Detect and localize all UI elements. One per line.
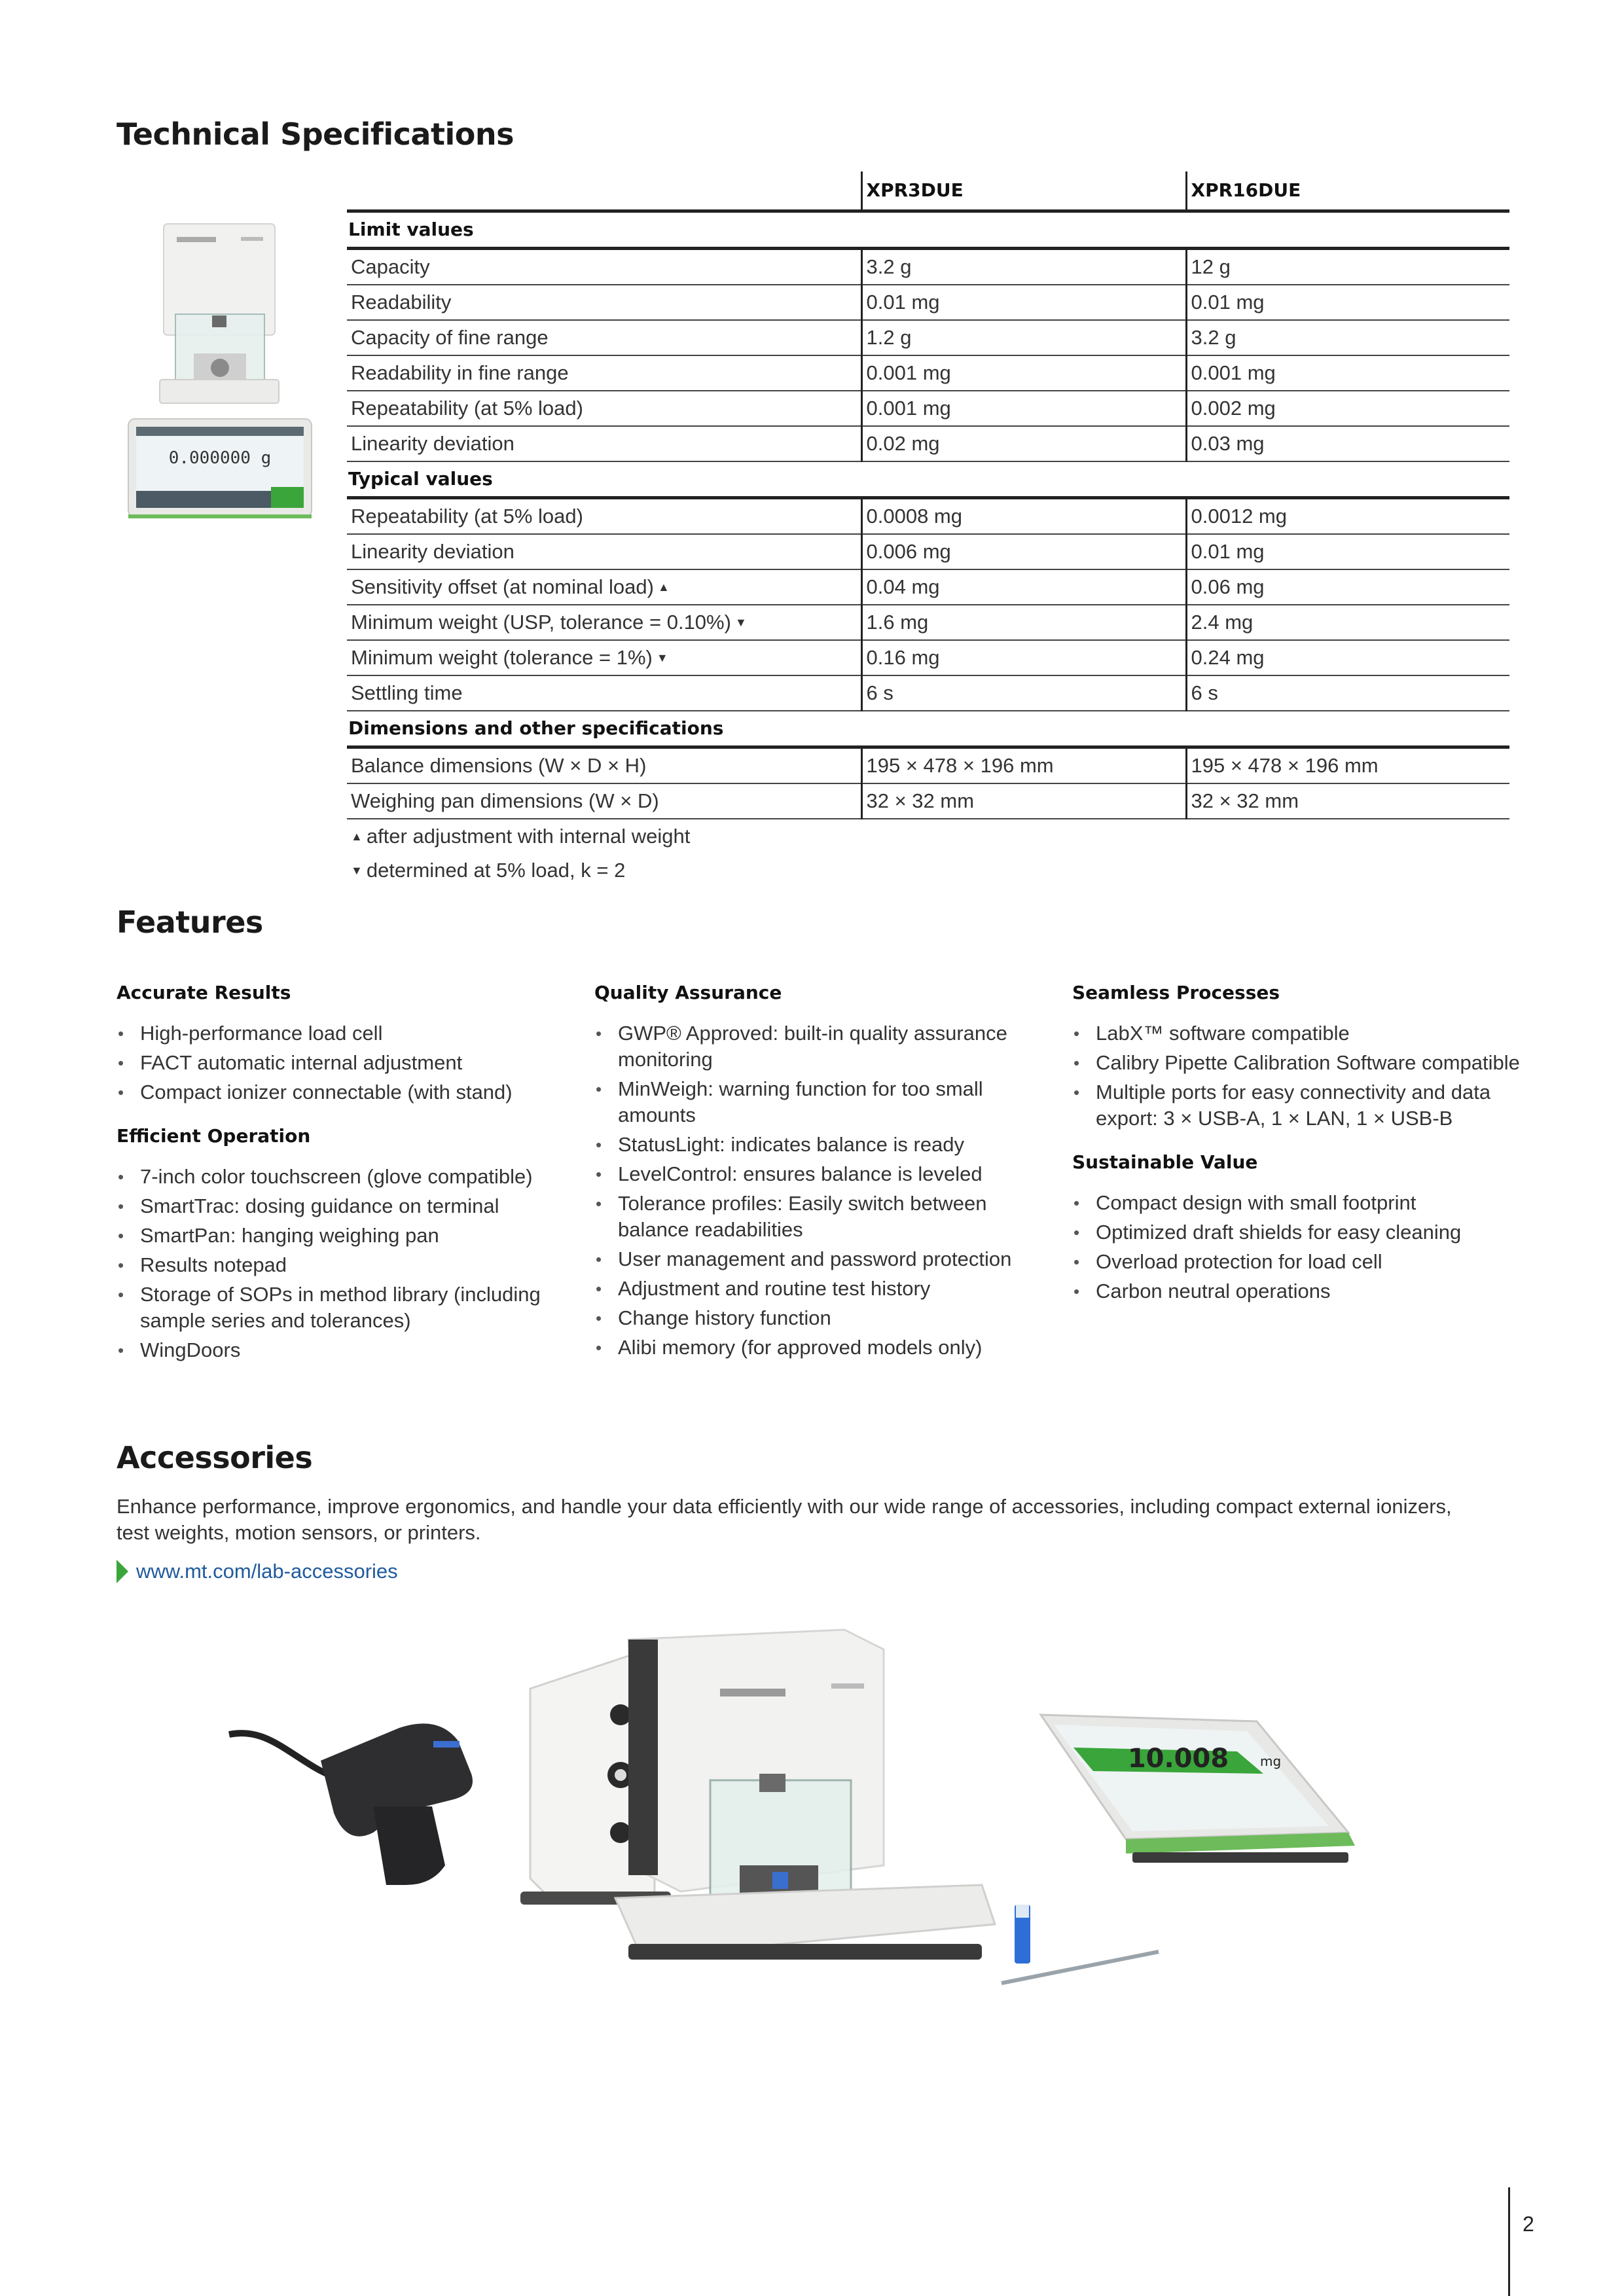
bullet-icon: • [596,1135,602,1155]
feature-item-text: LevelControl: ensures balance is leveled [618,1162,983,1185]
bullet-icon: • [1074,1282,1080,1301]
spec-value-xpr3due: 1.6 mg [861,605,1186,640]
spec-label-text: Capacity of fine range [351,326,549,349]
spec-footnote-row [347,853,1509,888]
bullet-icon: • [596,1338,602,1357]
feature-item [1072,1190,1530,1216]
feature-item-text: WingDoors [140,1338,241,1361]
spec-label-text: Linearity deviation [351,540,514,563]
feature-item [594,1076,1039,1128]
spec-value-xpr16due: 0.001 mg [1186,355,1509,391]
spec-table [347,171,1509,888]
feature-item-text: 7-inch color touchscreen (glove compatible) [140,1165,533,1188]
feature-item-text: Tolerance profiles: Easily switch between balance readabilities [618,1192,987,1241]
spec-section-row [347,211,1509,249]
feature-item-text: Storage of SOPs in method library (including sample series and tolerances) [140,1283,541,1332]
feature-item [594,1305,1039,1331]
bullet-icon: • [118,1167,124,1187]
feature-list [117,1020,562,1105]
feature-item [117,1193,562,1219]
feature-item [594,1191,1039,1243]
bullet-icon: • [596,1024,602,1043]
feature-item [117,1079,562,1105]
bullet-icon: • [596,1308,602,1328]
spec-label [347,498,861,535]
bullet-icon: • [596,1164,602,1184]
bullet-icon: • [118,1285,124,1304]
bullet-icon: • [118,1083,124,1102]
spec-header-row [347,171,1509,211]
spec-row [347,569,1509,605]
spec-label-text: Minimum weight (USP, tolerance = 0.10%) [351,611,731,634]
bullet-icon: • [118,1340,124,1360]
spec-label [347,675,861,711]
spec-label [347,355,861,391]
spec-value-xpr3due: 0.0008 mg [861,498,1186,535]
spec-label-text: Linearity deviation [351,432,514,455]
features-column-2 [594,982,1039,1380]
triangle-up-icon: ▲ [351,830,363,843]
spec-label-text: Repeatability (at 5% load) [351,397,583,420]
spec-section-heading: Dimensions and other specifications [347,711,1509,747]
spec-value-xpr16due: 2.4 mg [1186,605,1509,640]
accessories-title: Accessories [117,1440,313,1475]
spec-row [347,391,1509,426]
spec-footnote [347,819,1509,853]
feature-item-text: User management and password protection [618,1247,1012,1270]
spec-row [347,498,1509,535]
balance-product-photo [117,223,319,524]
triangle-down-icon: ▼ [656,651,668,664]
triangle-down-icon: ▼ [734,616,747,629]
spec-label [347,640,861,675]
bullet-icon: • [596,1279,602,1299]
feature-item [594,1020,1039,1073]
spec-value-xpr3due: 0.001 mg [861,355,1186,391]
spec-section-row [347,461,1509,498]
feature-item-text: Adjustment and routine test history [618,1277,931,1300]
feature-item-text: Multiple ports for easy connectivity and data export: 3 × USB-A, 1 × LAN, 1 × USB-B [1096,1081,1491,1130]
spec-row [347,534,1509,569]
bullet-icon: • [118,1196,124,1216]
feature-list [1072,1020,1530,1132]
feature-item-text: Compact ionizer connectable (with stand) [140,1081,513,1103]
spec-value-xpr16due: 3.2 g [1186,320,1509,355]
feature-item [594,1335,1039,1361]
spec-value-xpr16due: 0.01 mg [1186,534,1509,569]
feature-item-text: Alibi memory (for approved models only) [618,1336,983,1359]
feature-item-text: StatusLight: indicates balance is ready [618,1133,965,1156]
spec-value-xpr3due: 1.2 g [861,320,1186,355]
feature-list [117,1164,562,1363]
feature-item [117,1252,562,1278]
feature-item [594,1246,1039,1272]
spec-label-text: Readability [351,291,452,314]
accessory-display-readout: 10.008 [1127,1744,1229,1774]
feature-item-text: High-performance load cell [140,1022,383,1045]
triangle-up-icon: ▲ [657,581,670,594]
accessory-display-unit: mg [1260,1753,1282,1769]
spec-value-xpr16due: 0.002 mg [1186,391,1509,426]
accessories-product-photo [223,1617,1401,2121]
feature-item-text: Carbon neutral operations [1096,1280,1331,1302]
spec-value-xpr3due: 0.001 mg [861,391,1186,426]
spec-label-text: Capacity [351,255,430,278]
feature-item-text: SmartPan: hanging weighing pan [140,1224,439,1247]
spec-value-xpr3due: 0.006 mg [861,534,1186,569]
spec-label-text: Readability in fine range [351,361,569,384]
spec-section-heading: Typical values [347,461,1509,498]
spec-footnote-text: determined at 5% load, k = 2 [366,859,626,882]
feature-item [594,1276,1039,1302]
feature-item [117,1337,562,1363]
specs-title: Technical Specifications [117,117,514,152]
spec-value-xpr16due: 0.24 mg [1186,640,1509,675]
bullet-icon: • [1074,1252,1080,1272]
feature-group-heading: Seamless Processes [1072,982,1280,1003]
spec-label [347,249,861,285]
spec-footnote [347,853,1509,888]
page-number: 2 [1523,2212,1534,2236]
spec-label-text: Repeatability (at 5% load) [351,505,583,528]
spec-row [347,605,1509,640]
feature-item-text: Compact design with small footprint [1096,1191,1416,1214]
feature-item [117,1282,562,1334]
spec-label [347,320,861,355]
features-title: Features [117,905,263,940]
spec-row [347,249,1509,285]
spec-row [347,285,1509,320]
accessories-description: Enhance performance, improve ergonomics, and handle your data efficiently with our wide range of accessories, including compact external ionizers, test weights, motion sensors, or printers. [117,1495,1452,1544]
feature-item [1072,1020,1530,1047]
spec-value-xpr16due: 0.06 mg [1186,569,1509,605]
feature-item [594,1161,1039,1187]
spec-row [347,747,1509,784]
spec-value-xpr3due: 0.16 mg [861,640,1186,675]
feature-item [594,1132,1039,1158]
feature-group-heading: Sustainable Value [1072,1151,1258,1173]
feature-item [1072,1249,1530,1275]
spec-row [347,355,1509,391]
spec-row [347,783,1509,819]
spec-label [347,391,861,426]
spec-label [347,783,861,819]
model-header-xpr16due: XPR16DUE [1186,171,1509,211]
spec-value-xpr3due: 3.2 g [861,249,1186,285]
feature-item [1072,1079,1530,1132]
spec-label [347,426,861,461]
spec-header-label [347,171,861,211]
spec-label [347,285,861,320]
photo-display-readout: 0.000000 g [168,448,272,468]
feature-group-heading: Efficient Operation [117,1125,311,1147]
feature-item-text: MinWeigh: warning function for too small amounts [618,1077,983,1126]
spec-value-xpr16due: 32 × 32 mm [1186,783,1509,819]
page-number-rule [1508,2187,1510,2296]
spec-row [347,640,1509,675]
spec-label-text: Balance dimensions (W × D × H) [351,754,647,777]
feature-item [1072,1219,1530,1246]
spec-footnote-text: after adjustment with internal weight [366,825,691,848]
feature-item-text: FACT automatic internal adjustment [140,1051,463,1074]
bullet-icon: • [1074,1024,1080,1043]
features-column-3 [1072,982,1530,1324]
feature-item [117,1164,562,1190]
spec-value-xpr3due: 6 s [861,675,1186,711]
feature-group-heading: Quality Assurance [594,982,782,1003]
feature-item [1072,1050,1530,1076]
feature-item-text: SmartTrac: dosing guidance on terminal [140,1194,499,1217]
spec-value-xpr3due: 195 × 478 × 196 mm [861,747,1186,784]
feature-item-text: Optimized draft shields for easy cleaning [1096,1221,1462,1244]
spec-section-heading: Limit values [347,211,1509,249]
spec-label-text: Sensitivity offset (at nominal load) [351,575,654,598]
feature-item-text: LabX™ software compatible [1096,1022,1350,1045]
spec-value-xpr16due: 0.01 mg [1186,285,1509,320]
feature-item [117,1020,562,1047]
triangle-down-icon: ▼ [351,864,363,877]
feature-list [1072,1190,1530,1304]
accessories-link-text: www.mt.com/lab-accessories [136,1560,398,1583]
spec-section-row [347,711,1509,747]
model-header-xpr3due: XPR3DUE [861,171,1186,211]
features-column-1 [117,982,562,1383]
spec-label [347,747,861,784]
bullet-icon: • [596,1079,602,1099]
bullet-icon: • [118,1024,124,1043]
feature-item-text: Change history function [618,1306,831,1329]
spec-value-xpr16due: 0.0012 mg [1186,498,1509,535]
spec-label-text: Weighing pan dimensions (W × D) [351,789,659,812]
spec-row [347,675,1509,711]
feature-item [1072,1278,1530,1304]
spec-value-xpr3due: 0.02 mg [861,426,1186,461]
spec-label-text: Settling time [351,681,463,704]
link-arrow-icon [117,1560,128,1583]
spec-value-xpr16due: 12 g [1186,249,1509,285]
bullet-icon: • [1074,1193,1080,1213]
spec-label [347,605,861,640]
spec-value-xpr3due: 0.04 mg [861,569,1186,605]
feature-list [594,1020,1039,1361]
feature-item [117,1223,562,1249]
spec-value-xpr3due: 0.01 mg [861,285,1186,320]
spec-label-text: Minimum weight (tolerance = 1%) [351,646,653,669]
feature-item-text: Overload protection for load cell [1096,1250,1382,1273]
spec-value-xpr3due: 32 × 32 mm [861,783,1186,819]
spec-footnote-row [347,819,1509,853]
feature-item-text: Results notepad [140,1253,287,1276]
feature-item-text: GWP® Approved: built-in quality assurance monitoring [618,1022,1007,1071]
spec-label [347,534,861,569]
spec-value-xpr16due: 6 s [1186,675,1509,711]
feature-item-text: Calibry Pipette Calibration Software compatible [1096,1051,1520,1074]
bullet-icon: • [118,1255,124,1275]
bullet-icon: • [596,1249,602,1269]
spec-value-xpr16due: 0.03 mg [1186,426,1509,461]
bullet-icon: • [1074,1053,1080,1073]
spec-row [347,320,1509,355]
accessories-link[interactable] [117,1560,398,1583]
feature-group-heading: Accurate Results [117,982,291,1003]
bullet-icon: • [118,1053,124,1073]
bullet-icon: • [1074,1083,1080,1102]
bullet-icon: • [118,1226,124,1246]
spec-row [347,426,1509,461]
bullet-icon: • [596,1194,602,1213]
spec-label [347,569,861,605]
spec-value-xpr16due: 195 × 478 × 196 mm [1186,747,1509,784]
bullet-icon: • [1074,1223,1080,1242]
feature-item [117,1050,562,1076]
